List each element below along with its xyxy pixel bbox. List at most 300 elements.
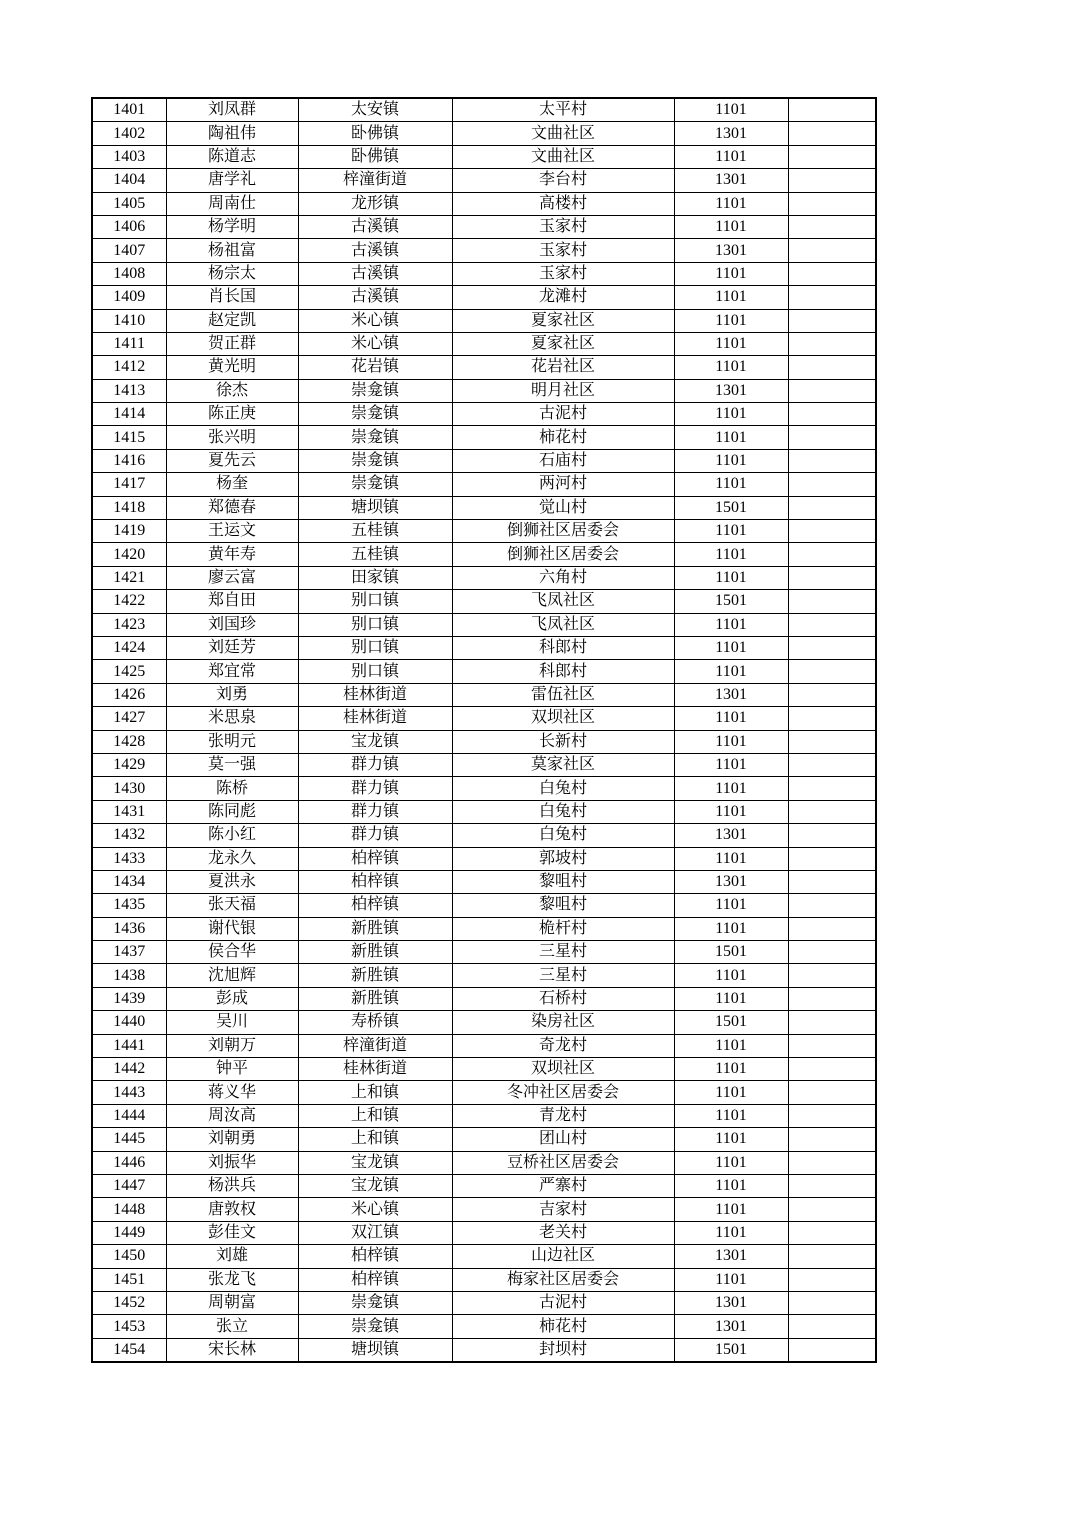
table-row [92, 1268, 876, 1291]
cell-code: 1301 [674, 122, 788, 145]
cell-name: 宋长林 [166, 1338, 298, 1362]
cell-village: 飞凤社区 [452, 590, 674, 613]
cell-code: 1501 [674, 496, 788, 519]
cell-name: 张龙飞 [166, 1268, 298, 1291]
table-row [92, 98, 876, 122]
cell-town: 卧佛镇 [298, 145, 452, 168]
cell-town: 别口镇 [298, 613, 452, 636]
table-row [92, 426, 876, 449]
cell-number: 1446 [92, 1151, 166, 1174]
table-row [92, 1011, 876, 1034]
cell-name: 莫一强 [166, 753, 298, 776]
cell-name: 刘勇 [166, 683, 298, 706]
cell-village: 团山村 [452, 1128, 674, 1151]
records-table [91, 97, 877, 1363]
cell-town: 上和镇 [298, 1081, 452, 1104]
cell-name: 陈桥 [166, 777, 298, 800]
cell-name: 唐学礼 [166, 169, 298, 192]
cell-code: 1101 [674, 1058, 788, 1081]
cell-code: 1101 [674, 403, 788, 426]
cell-remark [788, 1174, 876, 1197]
cell-number: 1401 [92, 98, 166, 122]
cell-name: 杨宗太 [166, 262, 298, 285]
cell-name: 赵定凯 [166, 309, 298, 332]
cell-village: 玉家村 [452, 262, 674, 285]
cell-village: 太平村 [452, 98, 674, 122]
cell-number: 1447 [92, 1174, 166, 1197]
cell-number: 1439 [92, 987, 166, 1010]
cell-name: 王运文 [166, 520, 298, 543]
cell-town: 宝龙镇 [298, 730, 452, 753]
cell-code: 1301 [674, 870, 788, 893]
cell-village: 黎咀村 [452, 894, 674, 917]
cell-village: 玉家村 [452, 239, 674, 262]
cell-village: 倒狮社区居委会 [452, 520, 674, 543]
cell-town: 桂林街道 [298, 683, 452, 706]
cell-town: 柏梓镇 [298, 894, 452, 917]
cell-village: 飞凤社区 [452, 613, 674, 636]
cell-number: 1450 [92, 1245, 166, 1268]
cell-town: 古溪镇 [298, 262, 452, 285]
cell-code: 1101 [674, 543, 788, 566]
cell-town: 群力镇 [298, 777, 452, 800]
cell-name: 郑德春 [166, 496, 298, 519]
cell-town: 古溪镇 [298, 215, 452, 238]
cell-remark [788, 145, 876, 168]
cell-code: 1101 [674, 566, 788, 589]
table-row [92, 520, 876, 543]
cell-number: 1414 [92, 403, 166, 426]
table-row [92, 356, 876, 379]
cell-code: 1101 [674, 1081, 788, 1104]
cell-name: 吴川 [166, 1011, 298, 1034]
cell-number: 1454 [92, 1338, 166, 1362]
table-row [92, 707, 876, 730]
cell-number: 1408 [92, 262, 166, 285]
cell-village: 古泥村 [452, 1291, 674, 1314]
cell-name: 周汝高 [166, 1104, 298, 1127]
cell-code: 1101 [674, 847, 788, 870]
cell-name: 郑自田 [166, 590, 298, 613]
cell-remark [788, 847, 876, 870]
cell-code: 1301 [674, 1315, 788, 1338]
cell-name: 张天福 [166, 894, 298, 917]
cell-remark [788, 964, 876, 987]
cell-town: 塘坝镇 [298, 1338, 452, 1362]
table-row [92, 239, 876, 262]
cell-number: 1422 [92, 590, 166, 613]
cell-number: 1424 [92, 636, 166, 659]
cell-name: 龙永久 [166, 847, 298, 870]
table-row [92, 613, 876, 636]
cell-name: 钟平 [166, 1058, 298, 1081]
cell-number: 1434 [92, 870, 166, 893]
table-row [92, 1245, 876, 1268]
cell-town: 梓潼街道 [298, 1034, 452, 1057]
cell-code: 1501 [674, 941, 788, 964]
cell-name: 刘朝勇 [166, 1128, 298, 1151]
cell-code: 1101 [674, 660, 788, 683]
cell-village: 夏家社区 [452, 309, 674, 332]
cell-town: 米心镇 [298, 1198, 452, 1221]
cell-remark [788, 1128, 876, 1151]
cell-village: 夏家社区 [452, 332, 674, 355]
cell-remark [788, 1315, 876, 1338]
cell-code: 1101 [674, 753, 788, 776]
table-row [92, 496, 876, 519]
cell-remark [788, 1034, 876, 1057]
cell-town: 田家镇 [298, 566, 452, 589]
table-row [92, 941, 876, 964]
cell-remark [788, 1221, 876, 1244]
table-row [92, 847, 876, 870]
cell-code: 1101 [674, 286, 788, 309]
cell-town: 别口镇 [298, 660, 452, 683]
table-row [92, 1221, 876, 1244]
cell-village: 石庙村 [452, 449, 674, 472]
cell-name: 米思泉 [166, 707, 298, 730]
cell-town: 五桂镇 [298, 543, 452, 566]
cell-code: 1301 [674, 1245, 788, 1268]
cell-remark [788, 894, 876, 917]
cell-name: 陶祖伟 [166, 122, 298, 145]
cell-code: 1101 [674, 613, 788, 636]
table-row [92, 403, 876, 426]
cell-name: 彭佳文 [166, 1221, 298, 1244]
cell-remark [788, 800, 876, 823]
cell-number: 1409 [92, 286, 166, 309]
table-row [92, 590, 876, 613]
cell-code: 1101 [674, 192, 788, 215]
cell-remark [788, 215, 876, 238]
cell-name: 刘廷芳 [166, 636, 298, 659]
cell-name: 杨学明 [166, 215, 298, 238]
table-row [92, 1174, 876, 1197]
cell-town: 新胜镇 [298, 917, 452, 940]
cell-code: 1501 [674, 1338, 788, 1362]
cell-village: 桅杆村 [452, 917, 674, 940]
cell-town: 柏梓镇 [298, 847, 452, 870]
cell-town: 米心镇 [298, 309, 452, 332]
cell-number: 1426 [92, 683, 166, 706]
cell-remark [788, 473, 876, 496]
cell-village: 柿花村 [452, 426, 674, 449]
cell-remark [788, 1338, 876, 1362]
cell-number: 1413 [92, 379, 166, 402]
cell-number: 1449 [92, 1221, 166, 1244]
cell-remark [788, 683, 876, 706]
cell-remark [788, 613, 876, 636]
cell-number: 1421 [92, 566, 166, 589]
cell-code: 1101 [674, 1198, 788, 1221]
cell-code: 1101 [674, 309, 788, 332]
cell-remark [788, 426, 876, 449]
cell-code: 1101 [674, 1174, 788, 1197]
table-row [92, 309, 876, 332]
cell-remark [788, 730, 876, 753]
cell-number: 1437 [92, 941, 166, 964]
cell-town: 群力镇 [298, 824, 452, 847]
cell-village: 白兔村 [452, 824, 674, 847]
cell-name: 蒋义华 [166, 1081, 298, 1104]
table-row [92, 894, 876, 917]
cell-number: 1444 [92, 1104, 166, 1127]
cell-name: 周朝富 [166, 1291, 298, 1314]
table-row [92, 379, 876, 402]
cell-village: 冬冲社区居委会 [452, 1081, 674, 1104]
cell-code: 1101 [674, 1221, 788, 1244]
table-row [92, 145, 876, 168]
cell-code: 1101 [674, 800, 788, 823]
cell-remark [788, 1104, 876, 1127]
cell-town: 新胜镇 [298, 964, 452, 987]
cell-number: 1432 [92, 824, 166, 847]
table-row [92, 824, 876, 847]
cell-number: 1402 [92, 122, 166, 145]
cell-number: 1420 [92, 543, 166, 566]
cell-code: 1101 [674, 636, 788, 659]
cell-code: 1101 [674, 964, 788, 987]
cell-town: 别口镇 [298, 590, 452, 613]
cell-village: 文曲社区 [452, 122, 674, 145]
cell-name: 黄年寿 [166, 543, 298, 566]
cell-number: 1443 [92, 1081, 166, 1104]
cell-name: 侯合华 [166, 941, 298, 964]
cell-name: 夏先云 [166, 449, 298, 472]
cell-town: 太安镇 [298, 98, 452, 122]
cell-number: 1410 [92, 309, 166, 332]
cell-remark [788, 941, 876, 964]
cell-town: 崇龛镇 [298, 473, 452, 496]
cell-name: 杨奎 [166, 473, 298, 496]
cell-town: 新胜镇 [298, 987, 452, 1010]
cell-village: 石桥村 [452, 987, 674, 1010]
table-row [92, 1198, 876, 1221]
cell-town: 柏梓镇 [298, 870, 452, 893]
cell-number: 1428 [92, 730, 166, 753]
cell-remark [788, 286, 876, 309]
cell-code: 1301 [674, 379, 788, 402]
cell-code: 1101 [674, 449, 788, 472]
cell-village: 科郎村 [452, 636, 674, 659]
cell-town: 宝龙镇 [298, 1174, 452, 1197]
cell-number: 1453 [92, 1315, 166, 1338]
cell-number: 1405 [92, 192, 166, 215]
cell-number: 1448 [92, 1198, 166, 1221]
cell-number: 1417 [92, 473, 166, 496]
cell-code: 1101 [674, 98, 788, 122]
cell-name: 陈正庚 [166, 403, 298, 426]
cell-number: 1403 [92, 145, 166, 168]
cell-number: 1440 [92, 1011, 166, 1034]
table-row [92, 730, 876, 753]
cell-name: 廖云富 [166, 566, 298, 589]
cell-number: 1427 [92, 707, 166, 730]
cell-name: 张立 [166, 1315, 298, 1338]
cell-number: 1435 [92, 894, 166, 917]
cell-village: 古泥村 [452, 403, 674, 426]
cell-remark [788, 356, 876, 379]
cell-remark [788, 98, 876, 122]
cell-name: 彭成 [166, 987, 298, 1010]
cell-remark [788, 636, 876, 659]
cell-village: 长新村 [452, 730, 674, 753]
cell-village: 倒狮社区居委会 [452, 543, 674, 566]
cell-town: 梓潼街道 [298, 169, 452, 192]
cell-remark [788, 239, 876, 262]
cell-code: 1101 [674, 473, 788, 496]
cell-town: 桂林街道 [298, 707, 452, 730]
cell-number: 1433 [92, 847, 166, 870]
cell-name: 刘振华 [166, 1151, 298, 1174]
cell-town: 崇龛镇 [298, 403, 452, 426]
cell-village: 明月社区 [452, 379, 674, 402]
cell-name: 唐敦权 [166, 1198, 298, 1221]
cell-village: 双坝社区 [452, 1058, 674, 1081]
cell-remark [788, 403, 876, 426]
cell-number: 1452 [92, 1291, 166, 1314]
table-row [92, 122, 876, 145]
cell-town: 桂林街道 [298, 1058, 452, 1081]
cell-code: 1101 [674, 1034, 788, 1057]
cell-remark [788, 309, 876, 332]
cell-number: 1445 [92, 1128, 166, 1151]
cell-name: 沈旭辉 [166, 964, 298, 987]
cell-village: 两河村 [452, 473, 674, 496]
cell-town: 塘坝镇 [298, 496, 452, 519]
table-row [92, 964, 876, 987]
table-row [92, 332, 876, 355]
cell-village: 龙滩村 [452, 286, 674, 309]
cell-name: 刘雄 [166, 1245, 298, 1268]
cell-number: 1416 [92, 449, 166, 472]
table-row [92, 870, 876, 893]
table-row [92, 286, 876, 309]
cell-remark [788, 824, 876, 847]
cell-town: 柏梓镇 [298, 1268, 452, 1291]
cell-town: 柏梓镇 [298, 1245, 452, 1268]
cell-remark [788, 169, 876, 192]
cell-town: 上和镇 [298, 1104, 452, 1127]
cell-remark [788, 496, 876, 519]
cell-code: 1101 [674, 730, 788, 753]
cell-code: 1301 [674, 824, 788, 847]
cell-name: 夏洪永 [166, 870, 298, 893]
table-row [92, 753, 876, 776]
cell-number: 1451 [92, 1268, 166, 1291]
cell-remark [788, 1268, 876, 1291]
cell-number: 1431 [92, 800, 166, 823]
table-row [92, 683, 876, 706]
cell-number: 1430 [92, 777, 166, 800]
cell-number: 1404 [92, 169, 166, 192]
cell-town: 五桂镇 [298, 520, 452, 543]
cell-remark [788, 520, 876, 543]
cell-village: 莫家社区 [452, 753, 674, 776]
cell-code: 1101 [674, 1268, 788, 1291]
cell-number: 1429 [92, 753, 166, 776]
table-row [92, 1081, 876, 1104]
cell-name: 杨祖富 [166, 239, 298, 262]
cell-village: 白兔村 [452, 777, 674, 800]
cell-name: 陈道志 [166, 145, 298, 168]
cell-code: 1301 [674, 683, 788, 706]
cell-number: 1436 [92, 917, 166, 940]
table-row [92, 1151, 876, 1174]
cell-code: 1101 [674, 215, 788, 238]
cell-town: 花岩镇 [298, 356, 452, 379]
cell-name: 郑宜常 [166, 660, 298, 683]
table-row [92, 1338, 876, 1362]
table-row [92, 1315, 876, 1338]
cell-number: 1412 [92, 356, 166, 379]
cell-village: 高楼村 [452, 192, 674, 215]
cell-number: 1418 [92, 496, 166, 519]
cell-village: 科郎村 [452, 660, 674, 683]
cell-name: 刘朝万 [166, 1034, 298, 1057]
cell-village: 白兔村 [452, 800, 674, 823]
cell-remark [788, 332, 876, 355]
cell-village: 六角村 [452, 566, 674, 589]
table-row [92, 1291, 876, 1314]
cell-town: 上和镇 [298, 1128, 452, 1151]
cell-name: 徐杰 [166, 379, 298, 402]
cell-remark [788, 1151, 876, 1174]
cell-name: 杨洪兵 [166, 1174, 298, 1197]
cell-remark [788, 1011, 876, 1034]
cell-village: 玉家村 [452, 215, 674, 238]
cell-remark [788, 543, 876, 566]
cell-town: 群力镇 [298, 753, 452, 776]
cell-village: 黎咀村 [452, 870, 674, 893]
cell-remark [788, 753, 876, 776]
cell-code: 1101 [674, 1128, 788, 1151]
cell-code: 1101 [674, 1151, 788, 1174]
cell-village: 郭坡村 [452, 847, 674, 870]
table-row [92, 566, 876, 589]
cell-number: 1423 [92, 613, 166, 636]
cell-village: 觉山村 [452, 496, 674, 519]
cell-code: 1101 [674, 426, 788, 449]
table-row [92, 215, 876, 238]
cell-village: 青龙村 [452, 1104, 674, 1127]
cell-remark [788, 1081, 876, 1104]
cell-code: 1101 [674, 520, 788, 543]
cell-town: 别口镇 [298, 636, 452, 659]
cell-town: 崇龛镇 [298, 426, 452, 449]
cell-code: 1101 [674, 262, 788, 285]
cell-town: 龙形镇 [298, 192, 452, 215]
cell-number: 1441 [92, 1034, 166, 1057]
cell-code: 1301 [674, 239, 788, 262]
cell-village: 封坝村 [452, 1338, 674, 1362]
table-row [92, 1058, 876, 1081]
cell-number: 1406 [92, 215, 166, 238]
cell-name: 陈同彪 [166, 800, 298, 823]
cell-remark [788, 1058, 876, 1081]
cell-code: 1101 [674, 356, 788, 379]
cell-village: 文曲社区 [452, 145, 674, 168]
cell-village: 双坝社区 [452, 707, 674, 730]
cell-remark [788, 660, 876, 683]
cell-remark [788, 707, 876, 730]
table-row [92, 192, 876, 215]
cell-village: 梅家社区居委会 [452, 1268, 674, 1291]
cell-remark [788, 917, 876, 940]
cell-remark [788, 1291, 876, 1314]
cell-remark [788, 987, 876, 1010]
table-row [92, 543, 876, 566]
